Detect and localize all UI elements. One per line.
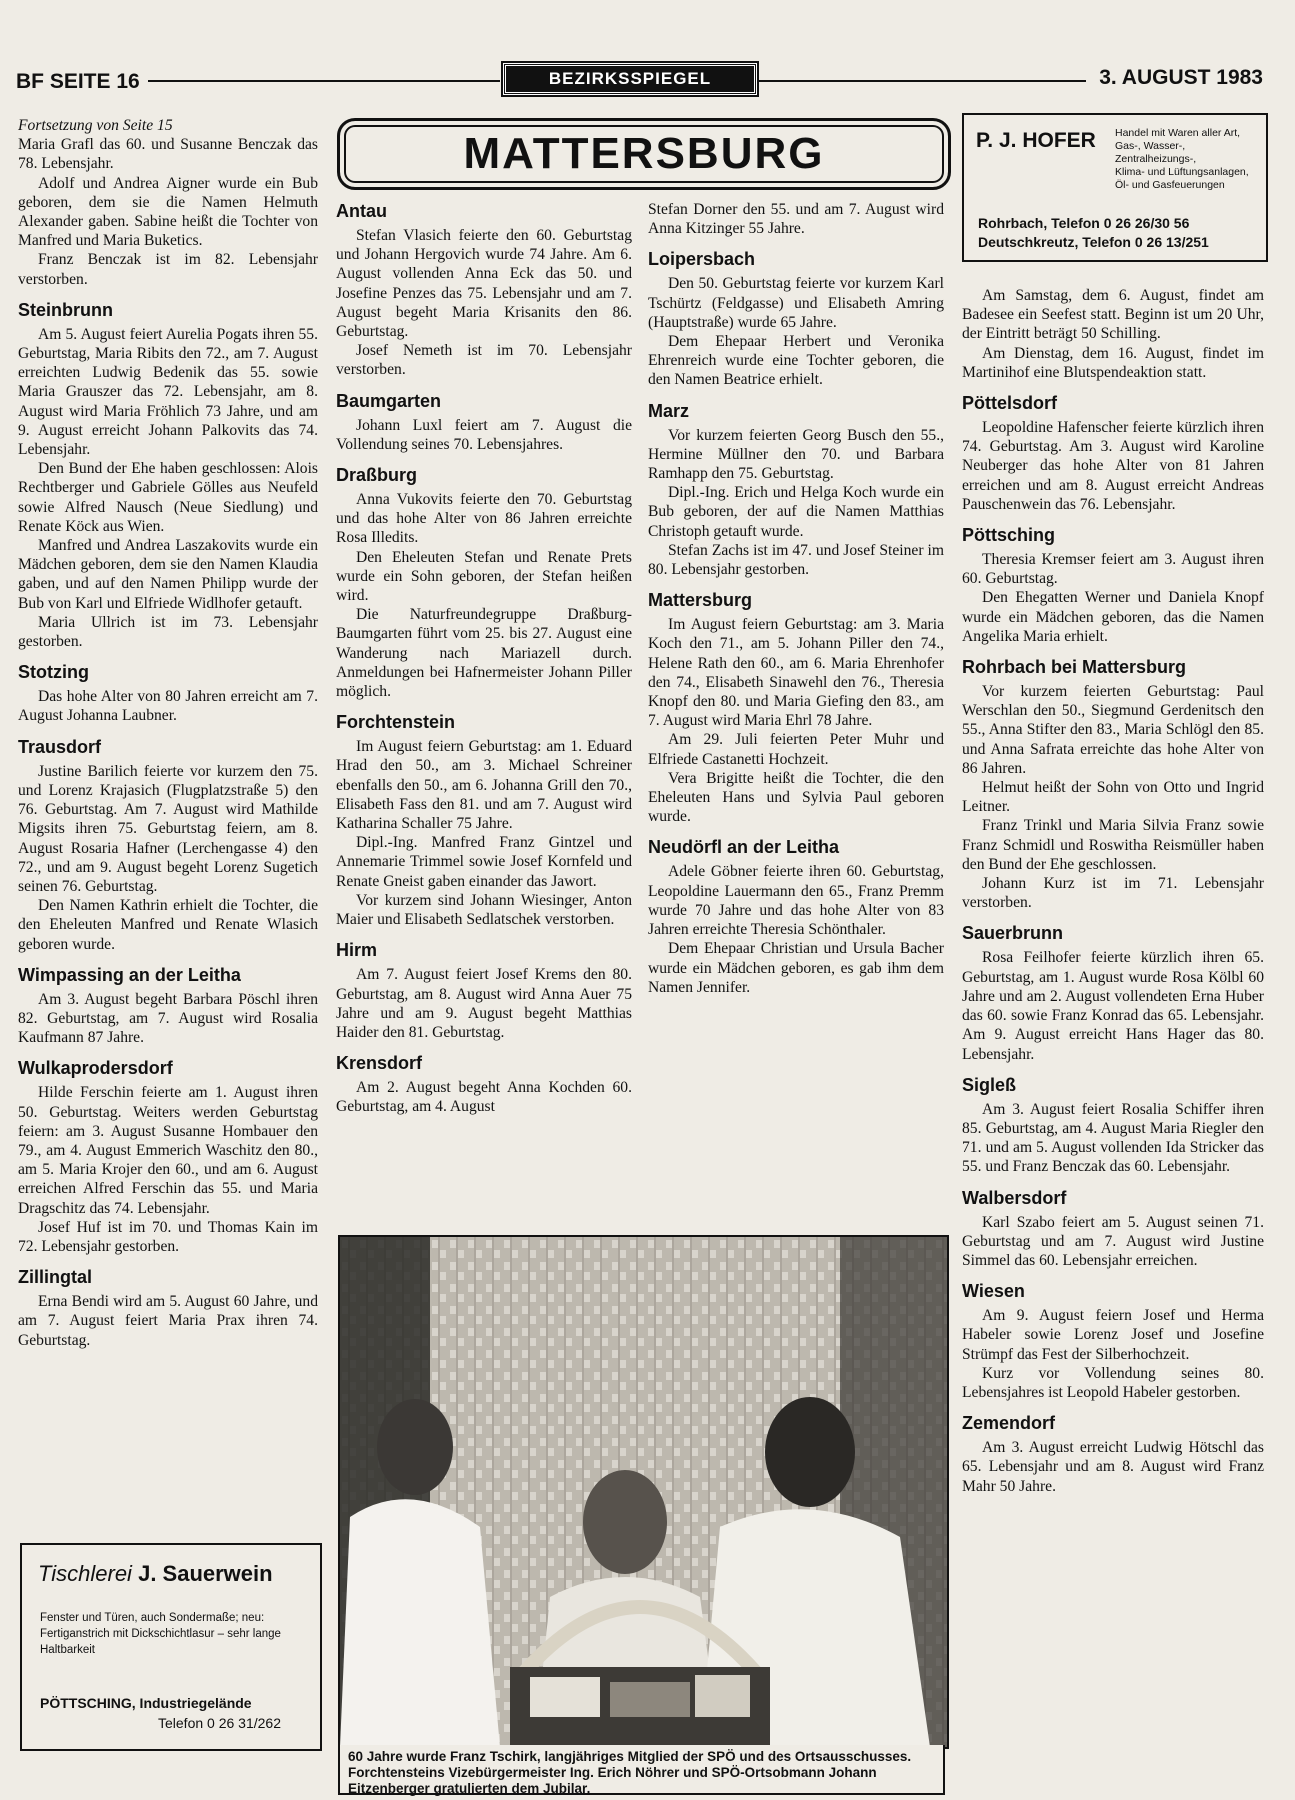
article-paragraph: Das hohe Alter von 80 Jahren erreicht am 7. August Johanna Laubner. bbox=[18, 688, 318, 725]
heading-antau: Antau bbox=[336, 201, 387, 221]
heading-drassburg: Draßburg bbox=[336, 465, 417, 486]
article-paragraph: Den Namen Kathrin erhielt die Tochter, die den Eheleuten Manfred und Renate Wlasich geboren wurde. bbox=[18, 897, 318, 953]
article-paragraph: Adele Göbner feierte ihren 60. Geburtstag, Leopoldine Lauermann den 65., Franz Premm wurde 70 Jahre und das hohe Alter von 83 Jahren erreichte Theresia Schönthaler. bbox=[648, 863, 944, 939]
heading-steinbrunn: Steinbrunn bbox=[18, 299, 113, 320]
article-paragraph: Im August feiern Geburtstag: am 1. Eduard Hrad den 50., am 3. Michael Schreiner ebenfalls den 50., am 6. Johanna Grill den 70., Elisabeth Fass den 81. und am 7. August wird Katharina Schaller 75 Jahre. bbox=[336, 738, 632, 833]
article-paragraph: Helmut heißt der Sohn von Otto und Ingrid Leitner. bbox=[962, 779, 1264, 816]
article-paragraph: Justine Barilich feierte vor kurzem den 75. und Lorenz Krajasich (Flugplatzstraße 5) den 76. Geburtstag. Am 7. August wird Mathilde Migsits ihren 75. Geburtstag feiern, am 8. August Rosaria Hafner (Lerchengasse 4) den 72., und am 9. August begeht Lorenz Sugetich seinen 76. Geburtstag. bbox=[18, 762, 318, 895]
article-paragraph: Dipl.-Ing. Manfred Franz Gintzel und Annemarie Trimmel sowie Josef Kornfeld und Renate Gneist gaben einander das Jawort. bbox=[336, 834, 632, 890]
heading-poettelsdorf: Pöttelsdorf bbox=[962, 393, 1058, 414]
article-paragraph: Vor kurzem sind Johann Wiesinger, Anton Maier und Elisabeth Sedlatschek verstorben. bbox=[336, 891, 632, 929]
masthead-title: MATTERSBURG bbox=[463, 129, 825, 178]
article-paragraph: Rosa Feilhofer feierte kürzlich ihren 65. Geburtstag, am 1. August wurde Rosa Kölbl 60 Jahre und am 2. August vollendeten Erna Huber das 60. sowie Franz Konrad das 65. Lebensjahr. Am 9. August erreicht Hans Hager das 80. Lebensjahr. bbox=[962, 949, 1264, 1063]
article-paragraph: Theresia Kremser feiert am 3. August ihren 60. Geburtstag. bbox=[962, 551, 1264, 588]
article-paragraph: Am 3. August feiert Rosalia Schiffer ihren 85. Geburtstag, am 4. August Maria Riegler den 71. und am 5. August vollenden Ida Stricker das 55. und Franz Benczak das 60. Lebensjahr. bbox=[962, 1100, 1264, 1176]
heading-hirm: Hirm bbox=[336, 940, 378, 961]
hofer-desc-line: Handel mit Waren aller Art, bbox=[1115, 127, 1241, 139]
sauerwein-address: PÖTTSCHING, Industriegelände bbox=[40, 1695, 252, 1711]
article-paragraph: Stefan Zachs ist im 47. und Josef Steiner im 80. Lebensjahr gestorben. bbox=[648, 541, 944, 579]
heading-wimpassing: Wimpassing an der Leitha bbox=[18, 964, 241, 985]
section-title: BEZIRKSSPIEGEL bbox=[503, 63, 757, 95]
article-paragraph: Leopoldine Hafenscher feierte kürzlich ihren 74. Geburtstag. Am 3. August wird Karoline Neuberger das hohe Alter von 81 Jahren erreichen und am 8. August erreicht Andreas Pauschenwein das 76. Lebensjahr. bbox=[962, 419, 1264, 513]
article-paragraph: Vor kurzem feierten Geburtstag: Paul Werschlan den 50., Siegmund Gerdenitsch den 55., Anna Stifter den 83., Maria Schlögl den 85. und Anna Safrata erreichte das hohe Alter von 86 Jahren. bbox=[962, 683, 1264, 777]
heading-stotzing: Stotzing bbox=[18, 662, 89, 683]
heading-baumgarten: Baumgarten bbox=[336, 390, 442, 411]
article-paragraph: Am Dienstag, dem 16. August, findet im Martinihof eine Blutspendeaktion statt. bbox=[962, 344, 1264, 381]
article-paragraph: Stefan Dorner den 55. und am 7. August wird Anna Kitzinger 55 Jahre. bbox=[648, 201, 944, 238]
article-paragraph: Franz Benczak ist im 82. Lebensjahr verstorben. bbox=[18, 251, 318, 288]
article-paragraph: Am 29. Juli feierten Peter Muhr und Elfriede Castanetti Hochzeit. bbox=[648, 731, 944, 768]
page-number: BF SEITE 16 bbox=[16, 70, 140, 93]
article-paragraph: Josef Huf ist im 70. und Thomas Kain im 72. Lebensjahr gestorben. bbox=[18, 1218, 318, 1255]
header-rule-left bbox=[148, 80, 500, 82]
heading-marz: Marz bbox=[648, 400, 690, 421]
article-paragraph: Franz Trinkl und Maria Silvia Franz sowie Franz Schmidl und Roswitha Reismüller haben den Bund der Ehe geschlossen. bbox=[962, 817, 1264, 873]
article-paragraph: Hilde Ferschin feierte am 1. August ihren 50. Geburtstag. Weiters werden Geburtstag feiern: am 3. August Susanne Hombauer den 79., am 4. August Emmerich Waschitz den 80., am 5. Maria Krojer den 60., und am 6. August erreichen Alfred Ferschin das 55. und Maria Dragschitz das 74. Lebensjahr. bbox=[18, 1084, 318, 1217]
article-paragraph: Am Samstag, dem 6. August, findet am Badesee ein Seefest statt. Beginn ist um 20 Uhr, der Eintritt beträgt 50 Schilling. bbox=[962, 287, 1264, 343]
sauerwein-title-prefix: Tischlerei bbox=[38, 1561, 132, 1586]
heading-wiesen: Wiesen bbox=[962, 1281, 1025, 1302]
photo-caption: 60 Jahre wurde Franz Tschirk, langjähriges Mitglied der SPÖ und des Ortsausschusses. Forchtensteins Vizebürgermeister Ing. Erich Nöhrer und SPÖ-Ortsobmann Johann Eitzenberger gratulierten dem Jubilar. bbox=[338, 1745, 945, 1795]
heading-zemendorf: Zemendorf bbox=[962, 1413, 1056, 1434]
sauerwein-title-name: J. Sauerwein bbox=[138, 1561, 273, 1586]
article-paragraph: Maria Grafl das 60. und Susanne Benczak das 78. Lebensjahr. bbox=[18, 136, 318, 173]
issue-date: 3. AUGUST 1983 bbox=[1099, 66, 1263, 89]
article-paragraph: Karl Szabo feiert am 5. August seinen 71. Geburtstag und am 7. August wird Justine Simmel das 60. Lebensjahr erreichen. bbox=[962, 1213, 1264, 1269]
heading-forchtenstein: Forchtenstein bbox=[336, 712, 456, 733]
article-paragraph: Am 9. August feiern Josef und Herma Habeler sowie Lorenz Josef und Josefine Strümpf das Fest der Silberhochzeit. bbox=[962, 1307, 1264, 1363]
article-paragraph: Den Eheleuten Stefan und Renate Prets wurde ein Sohn geboren, der Stefan heißen wird. bbox=[336, 548, 632, 605]
heading-sigless: Sigleß bbox=[962, 1074, 1017, 1095]
column-1 bbox=[18, 116, 318, 1350]
hofer-desc-line: Öl- und Gasfeuerungen bbox=[1115, 179, 1225, 191]
sauerwein-ad bbox=[20, 1543, 322, 1751]
hofer-desc-line: Gas-, Wasser-, Zentralheizungs-, bbox=[1115, 140, 1197, 165]
column-4 bbox=[962, 286, 1264, 1496]
continuation-note: Fortsetzung von Seite 15 bbox=[18, 117, 173, 134]
hofer-desc-line: Klima- und Lüftungsanlagen, bbox=[1115, 166, 1249, 178]
hofer-contact-deutschkreutz: Deutschkreutz, Telefon 0 26 13/251 bbox=[978, 234, 1209, 250]
heading-sauerbrunn: Sauerbrunn bbox=[962, 923, 1064, 944]
article-paragraph: Dipl.-Ing. Erich und Helga Koch wurde ein Bub geboren, der auf die Namen Matthias Christoph getauft wurde. bbox=[648, 484, 944, 540]
sauerwein-description: Fenster und Türen, auch Sondermaße; neu: Fertiganstrich mit Dickschichtlasur – sehr lange Haltbarkeit bbox=[40, 1612, 281, 1656]
heading-wulkaprodersdorf: Wulkaprodersdorf bbox=[18, 1058, 173, 1079]
article-paragraph: Am 3. August erreicht Ludwig Hötschl das 65. Lebensjahr und am 8. August wird Franz Mahr 50 Jahre. bbox=[962, 1439, 1264, 1495]
hofer-ad bbox=[962, 113, 1268, 262]
article-paragraph: Kurz vor Vollendung seines 80. Lebensjahres ist Leopold Habeler gestorben. bbox=[962, 1364, 1264, 1401]
article-paragraph: Den Bund der Ehe haben geschlossen: Alois Rechtberger und Gabriele Gölles aus Neufeld sowie Alfred Nausch (Neue Siedlung) und Renate Köck aus Wien. bbox=[18, 460, 318, 535]
masthead bbox=[337, 118, 951, 190]
heading-rohrbach: Rohrbach bei Mattersburg bbox=[962, 657, 1187, 678]
article-paragraph: Den 50. Geburtstag feierte vor kurzem Karl Tschürtz (Feldgasse) und Elisabeth Amring (Hauptstraße) wurde 65 Jahre. bbox=[648, 275, 944, 331]
article-paragraph: Maria Ullrich ist im 73. Lebensjahr gestorben. bbox=[18, 613, 318, 651]
article-paragraph: Im August feiern Geburtstag: am 3. Maria Koch den 71., am 5. Johann Piller den 74., Helene Rath den 60., am 6. Maria Ehrenhofer den 74., Elisabeth Sinawehl den 76., Theresia Knopf den 80. und Maria Giefing den 83., am 7. August wird Maria Ehrl 78 Jahre. bbox=[648, 616, 944, 730]
heading-loipersbach: Loipersbach bbox=[648, 249, 756, 270]
column-2 bbox=[336, 200, 632, 1117]
article-paragraph: Stefan Vlasich feierte den 60. Geburtstag und Johann Hergovich wurde 74 Jahre. Am 6. August vollenden Anna Eck das 50. und Josefine Penzes das 75. Lebensjahr und am 7. August begeht Maria Krisanits den 86. Geburtstag. bbox=[336, 227, 632, 341]
heading-zillingtal: Zillingtal bbox=[18, 1267, 92, 1288]
heading-poettsching: Pöttsching bbox=[962, 525, 1055, 546]
article-paragraph: Erna Bendi wird am 5. August 60 Jahre, und am 7. August feiert Maria Prax ihren 74. Geburtstag. bbox=[18, 1293, 318, 1349]
article-paragraph: Johann Kurz ist im 71. Lebensjahr verstorben. bbox=[962, 875, 1264, 912]
article-paragraph: Dem Ehepaar Christian und Ursula Bacher wurde ein Mädchen geboren, es gab ihm dem Namen Jennifer. bbox=[648, 940, 944, 996]
hofer-description bbox=[1115, 127, 1266, 192]
article-paragraph: Adolf und Andrea Aigner wurde ein Bub geboren, dem sie die Namen Helmuth Alexander gaben. Sabine heißt die Tochter von Manfred und Maria Buketics. bbox=[18, 174, 318, 250]
news-photo bbox=[338, 1235, 949, 1749]
heading-trausdorf: Trausdorf bbox=[18, 736, 102, 757]
heading-neudoerfl: Neudörfl an der Leitha bbox=[648, 837, 840, 858]
article-paragraph: Vor kurzem feierten Georg Busch den 55., Hermine Müllner den 70. und Barbara Ramhapp den 75. Geburtstag. bbox=[648, 426, 944, 483]
sauerwein-title bbox=[38, 1561, 273, 1587]
photo-illustration bbox=[340, 1237, 947, 1747]
column-3 bbox=[648, 200, 944, 997]
sauerwein-phone: Telefon 0 26 31/262 bbox=[158, 1715, 281, 1731]
header-rule-right bbox=[758, 80, 1086, 82]
heading-mattersburg: Mattersburg bbox=[648, 590, 753, 611]
article-paragraph: Am 7. August feiert Josef Krems den 80. Geburtstag, am 8. August wird Anna Auer 75 Jahre und am 9. August begeht Matthias Haider den 81. Geburtstag. bbox=[336, 966, 632, 1041]
hofer-name: P. J. HOFER bbox=[976, 129, 1096, 152]
article-paragraph: Am 3. August begeht Barbara Pöschl ihren 82. Geburtstag, am 7. August wird Rosalia Kaufmann 87 Jahre. bbox=[18, 990, 318, 1047]
article-paragraph: Den Ehegatten Werner und Daniela Knopf wurde ein Mädchen geboren, das die Namen Angelika Maria erhielt. bbox=[962, 589, 1264, 645]
heading-walbersdorf: Walbersdorf bbox=[962, 1187, 1067, 1208]
article-paragraph: Am 2. August begeht Anna Kochden 60. Geburtstag, am 4. August bbox=[336, 1079, 632, 1116]
article-paragraph: Johann Luxl feiert am 7. August die Vollendung seines 70. Lebensjahres. bbox=[336, 416, 632, 453]
heading-krensdorf: Krensdorf bbox=[336, 1053, 423, 1074]
hofer-contact-rohrbach: Rohrbach, Telefon 0 26 26/30 56 bbox=[978, 215, 1190, 231]
article-paragraph: Am 5. August feiert Aurelia Pogats ihren 55. Geburtstag, Maria Ribits den 72., am 7. August erreichten Ludwig Bedenik das 55. sowie Maria Grauszer das 72. Lebensjahr, am 8. August wird Maria Fröhlich 73 Jahre, und am 9. August erreicht Johann Palkovits das 74. Lebensjahr. bbox=[18, 325, 318, 459]
article-paragraph: Anna Vukovits feierte den 70. Geburtstag und das hohe Alter von 86 Jahren erreichte Rosa Illedits. bbox=[336, 491, 632, 547]
article-paragraph: Die Naturfreundegruppe Draßburg-Baumgarten führt vom 25. bis 27. August eine Wanderung nach Mariazell durch. Anmeldungen bei Hafnermeister Johann Piller möglich. bbox=[336, 606, 632, 701]
article-paragraph: Dem Ehepaar Herbert und Veronika Ehrenreich wurde eine Tochter geboren, die den Namen Beatrice erhielt. bbox=[648, 333, 944, 389]
article-paragraph: Manfred und Andrea Laszakovits wurde ein Mädchen geboren, dem sie den Namen Klaudia gaben, und auf den Namen Philipp wurde der Bub von Karl und Elfriede Widlhofer getauft. bbox=[18, 537, 318, 612]
article-paragraph: Josef Nemeth ist im 70. Lebensjahr verstorben. bbox=[336, 342, 632, 379]
article-paragraph: Vera Brigitte heißt die Tochter, die den Eheleuten Hans und Sylvia Paul geboren wurde. bbox=[648, 769, 944, 826]
